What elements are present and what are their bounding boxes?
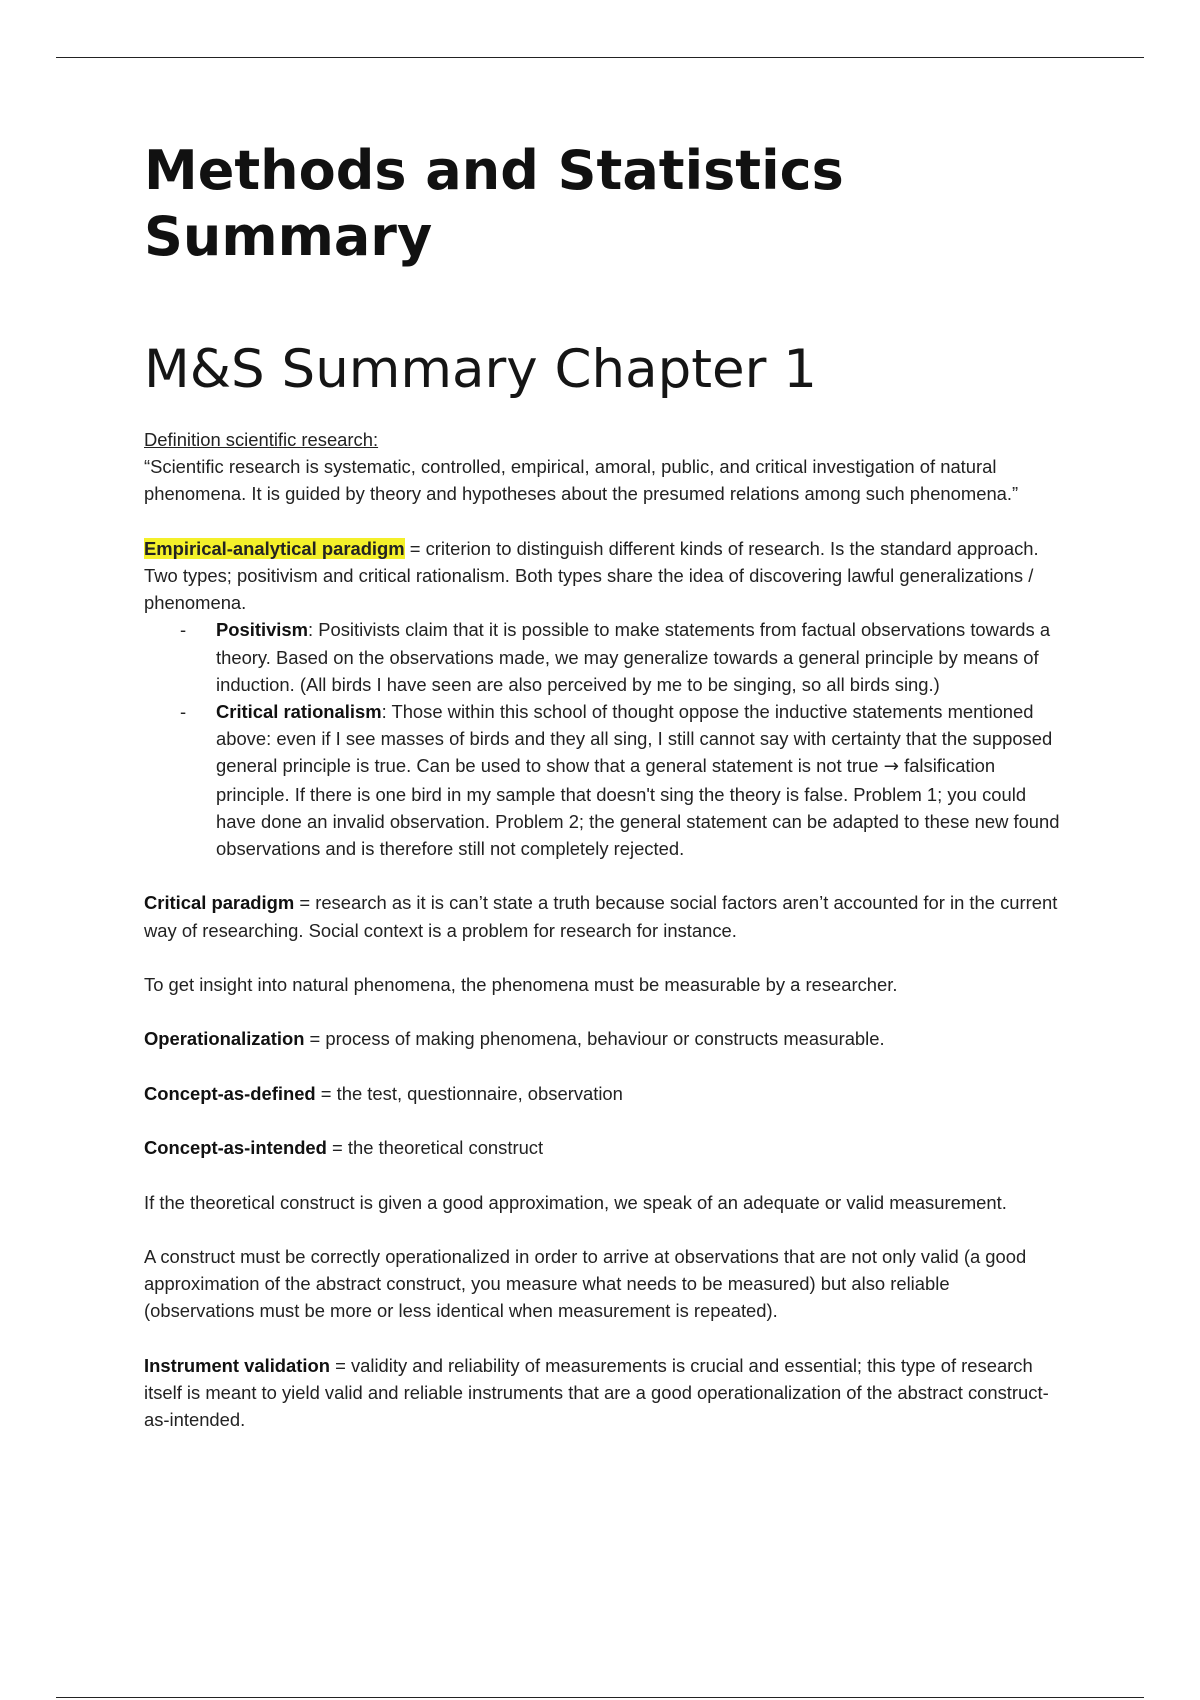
positivism-term: Positivism xyxy=(216,619,308,641)
definition-label: Definition scientific research: xyxy=(144,429,379,450)
critical-rationalism-text: : Those within this school of thought oppose the inductive statements mentioned above: even if I see masses of birds and they all sing, I still cannot say with certainty that the supposed general principle is true. Can be used to show that a general statement is not true xyxy=(216,701,1053,777)
instrument-validation-text: = validity and reliability of measurements is crucial and essential; this type of research itself is meant to yield valid and reliable instruments that are a good operationalization of the abstract construct-as-intended. xyxy=(144,1354,1049,1431)
construct-paragraph: A construct must be correctly operationalized in order to arrive at observations that are not only valid (a good approximation of the abstract construct, you measure what needs to be measured) but also reliable (observations must be more or less identical when measurement is repeated). xyxy=(144,1245,1027,1322)
adequate-measurement-paragraph: If the theoretical construct is given a good approximation, we speak of an adequate or valid measurement. xyxy=(144,1191,1007,1213)
critical-rationalism-text-continued: falsification principle. If there is one bird in my sample that doesn't sing the theory is false. Problem 1; you could have done an invalid observation. Problem 2; the general statement can be adapted to these new found observations and is therefore still not completely rejected. xyxy=(216,755,1060,860)
top-rule xyxy=(56,57,1144,58)
document-body xyxy=(144,426,1064,1433)
instrument-validation-term: Instrument validation xyxy=(144,1354,330,1376)
critical-paradigm-paragraph xyxy=(144,889,1064,943)
concept-intended-paragraph xyxy=(144,1134,1064,1161)
concept-intended-term: Concept-as-intended xyxy=(144,1137,327,1159)
empirical-term: Empirical-analytical paradigm xyxy=(144,537,405,559)
operationalization-term: Operationalization xyxy=(144,1028,305,1050)
positivism-text: : Positivists claim that it is possible to make statements from factual observations towards a theory. Based on the observations made, we may generalize towards a general principle by means of induction. (All birds I have seen are also perceived by me to be singing, so all birds sing.) xyxy=(216,619,1051,695)
instrument-validation-paragraph xyxy=(144,1352,1064,1434)
bottom-rule xyxy=(56,1697,1144,1698)
insight-paragraph: To get insight into natural phenomena, the phenomena must be measurable by a researcher. xyxy=(144,974,898,996)
concept-defined-term: Concept-as-defined xyxy=(144,1082,316,1104)
critical-rationalism-term: Critical rationalism xyxy=(216,701,382,723)
concept-defined-paragraph xyxy=(144,1080,1064,1107)
document-page xyxy=(144,138,1064,1461)
empirical-paragraph xyxy=(144,535,1064,617)
concept-defined-text: = the test, questionnaire, observation xyxy=(315,1082,623,1104)
definition-paragraph xyxy=(144,426,1064,508)
definition-quote: “Scientific research is systematic, controlled, empirical, amoral, public, and critical investigation of natural phenomena. It is guided by theory and hypotheses about the presumed relations among such phenomena.” xyxy=(144,456,1019,505)
list-item xyxy=(144,698,1064,862)
chapter-title: M&S Summary Chapter 1 xyxy=(144,339,817,400)
list-item xyxy=(144,616,1064,698)
critical-paradigm-term: Critical paradigm xyxy=(144,892,295,914)
concept-intended-text: = the theoretical construct xyxy=(326,1137,544,1159)
bullet-dash: - xyxy=(180,701,187,723)
critical-paradigm-text: = research as it is can’t state a truth because social factors aren’t accounted for in the current way of researching. Social context is a problem for research for instance. xyxy=(144,892,1058,941)
operationalization-text: = process of making phenomena, behaviour or constructs measurable. xyxy=(304,1028,885,1050)
paradigm-bullet-list xyxy=(144,616,1064,862)
operationalization-paragraph xyxy=(144,1025,1064,1052)
empirical-text: = criterion to distinguish different kinds of research. Is the standard approach. Two types; positivism and critical rationalism. Both types share the idea of discovering lawful generalizations / phenomena. xyxy=(144,537,1039,614)
bullet-dash: - xyxy=(180,619,187,641)
document-title: Methods and Statistics Summary xyxy=(144,139,844,268)
right-arrow-icon: → xyxy=(883,756,899,778)
